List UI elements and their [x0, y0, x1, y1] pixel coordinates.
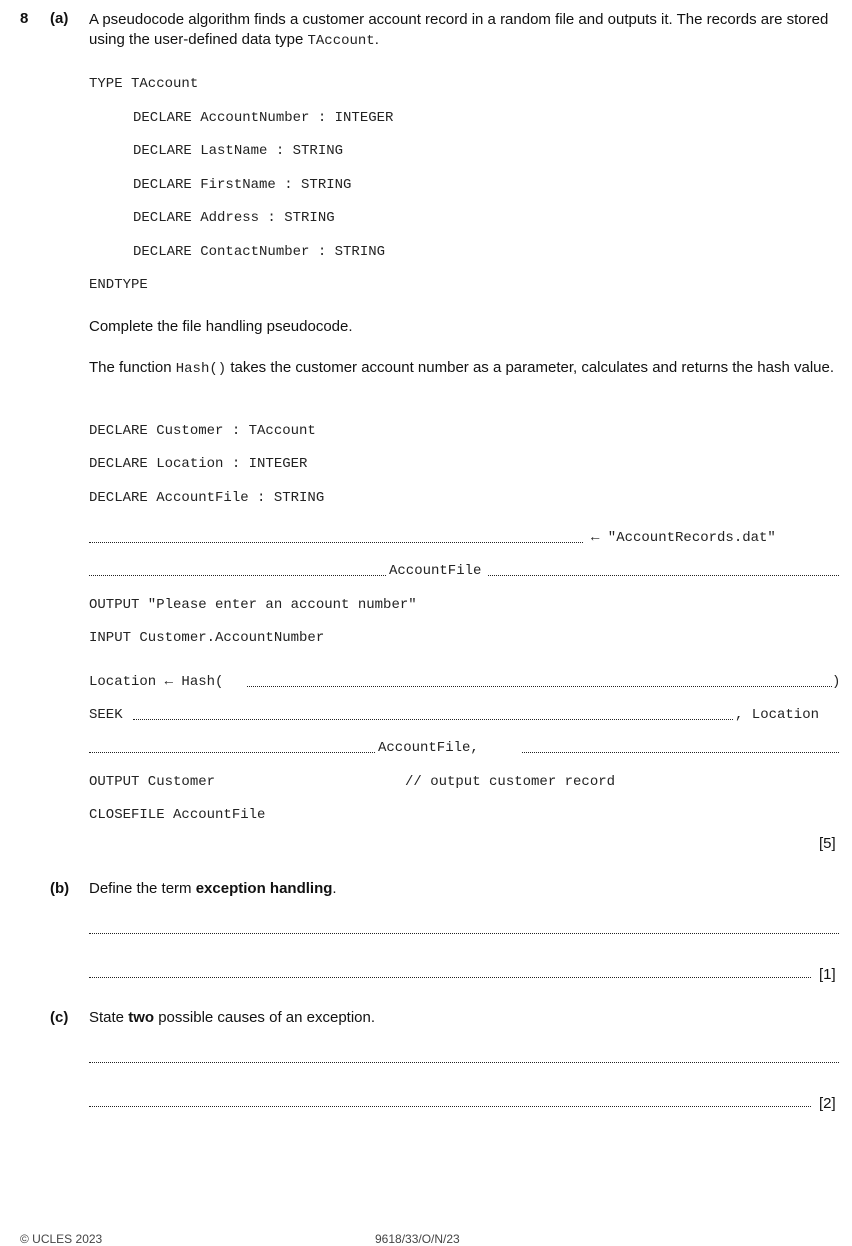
- type-def-line: DECLARE FirstName : STRING: [133, 177, 352, 193]
- part-c-marks: [2]: [819, 1095, 836, 1112]
- part-a-instruction: Complete the file handling pseudocode.: [89, 318, 353, 335]
- part-a-intro: [89, 10, 839, 51]
- assign-filename: ← "AccountRecords.dat": [591, 530, 776, 546]
- part-c-text-2: possible causes of an exception.: [158, 1009, 376, 1026]
- part-c-question: [89, 1009, 375, 1026]
- openfile-name: AccountFile: [389, 563, 482, 579]
- output-comment: // output customer record: [405, 774, 616, 790]
- part-b-marks: [1]: [819, 966, 836, 983]
- type-def-line: DECLARE LastName : STRING: [133, 143, 344, 159]
- declaration-line: DECLARE Location : INTEGER: [89, 456, 308, 472]
- output-prompt-line: OUTPUT "Please enter an account number": [89, 597, 417, 613]
- input-line: INPUT Customer.AccountNumber: [89, 630, 325, 646]
- hash-text-1: The function: [89, 359, 172, 376]
- footer-copyright: © UCLES 2023: [20, 1232, 103, 1246]
- type-def-line: DECLARE ContactNumber : STRING: [133, 244, 386, 260]
- location-prefix: Location ← Hash(: [89, 674, 224, 690]
- part-b-question: [89, 880, 337, 897]
- output-customer-line: OUTPUT Customer: [89, 774, 216, 790]
- part-b-term: exception handling: [195, 880, 333, 897]
- answer-line-b2[interactable]: [89, 977, 811, 978]
- part-a-label: (a): [50, 10, 69, 27]
- part-b-text-2: .: [332, 880, 337, 897]
- answer-line-b1[interactable]: [89, 933, 839, 934]
- answer-blank-getrecord[interactable]: [89, 752, 375, 753]
- answer-blank-openfile[interactable]: [89, 575, 386, 576]
- type-def-line: ENDTYPE: [89, 277, 148, 293]
- question-number: 8: [20, 10, 29, 27]
- type-def-line: DECLARE Address : STRING: [133, 210, 335, 226]
- closefile-line: CLOSEFILE AccountFile: [89, 807, 266, 823]
- declaration-line: DECLARE AccountFile : STRING: [89, 490, 325, 506]
- part-a-marks: [5]: [819, 835, 836, 852]
- answer-blank-seek-file[interactable]: [133, 719, 733, 720]
- answer-blank-hash-arg[interactable]: [247, 686, 832, 687]
- answer-blank-record-var[interactable]: [522, 752, 839, 753]
- seek-prefix: SEEK: [89, 707, 123, 723]
- answer-blank-filename[interactable]: [89, 542, 583, 543]
- part-a-intro-end: .: [374, 31, 379, 48]
- part-c-text-1: State: [89, 1009, 125, 1026]
- part-a-intro-type: TAccount: [307, 33, 375, 49]
- seek-suffix: , Location: [735, 707, 820, 723]
- footer-paper-code: 9618/33/O/N/23: [375, 1232, 460, 1246]
- answer-blank-open-mode[interactable]: [488, 575, 839, 576]
- part-c-label: (c): [50, 1009, 69, 1026]
- hash-function-name: Hash(): [175, 361, 227, 377]
- part-b-text-1: Define the term: [89, 880, 192, 897]
- declaration-line: DECLARE Customer : TAccount: [89, 423, 316, 439]
- hash-description: [89, 358, 839, 379]
- type-def-line: TYPE TAccount: [89, 76, 199, 92]
- answer-line-c1[interactable]: [89, 1062, 839, 1063]
- part-c-bold: two: [128, 1009, 155, 1026]
- hash-text-2: takes the customer account number as a parameter, calculates and returns the hash value.: [230, 359, 834, 376]
- answer-line-c2[interactable]: [89, 1106, 811, 1107]
- location-suffix: ): [832, 674, 841, 690]
- getrecord-file: AccountFile,: [378, 740, 479, 756]
- part-a-intro-text: A pseudocode algorithm finds a customer account record in a random file and outputs it. The records are stored using the user-defined data type: [89, 11, 829, 48]
- type-def-line: DECLARE AccountNumber : INTEGER: [133, 110, 394, 126]
- part-b-label: (b): [50, 880, 70, 897]
